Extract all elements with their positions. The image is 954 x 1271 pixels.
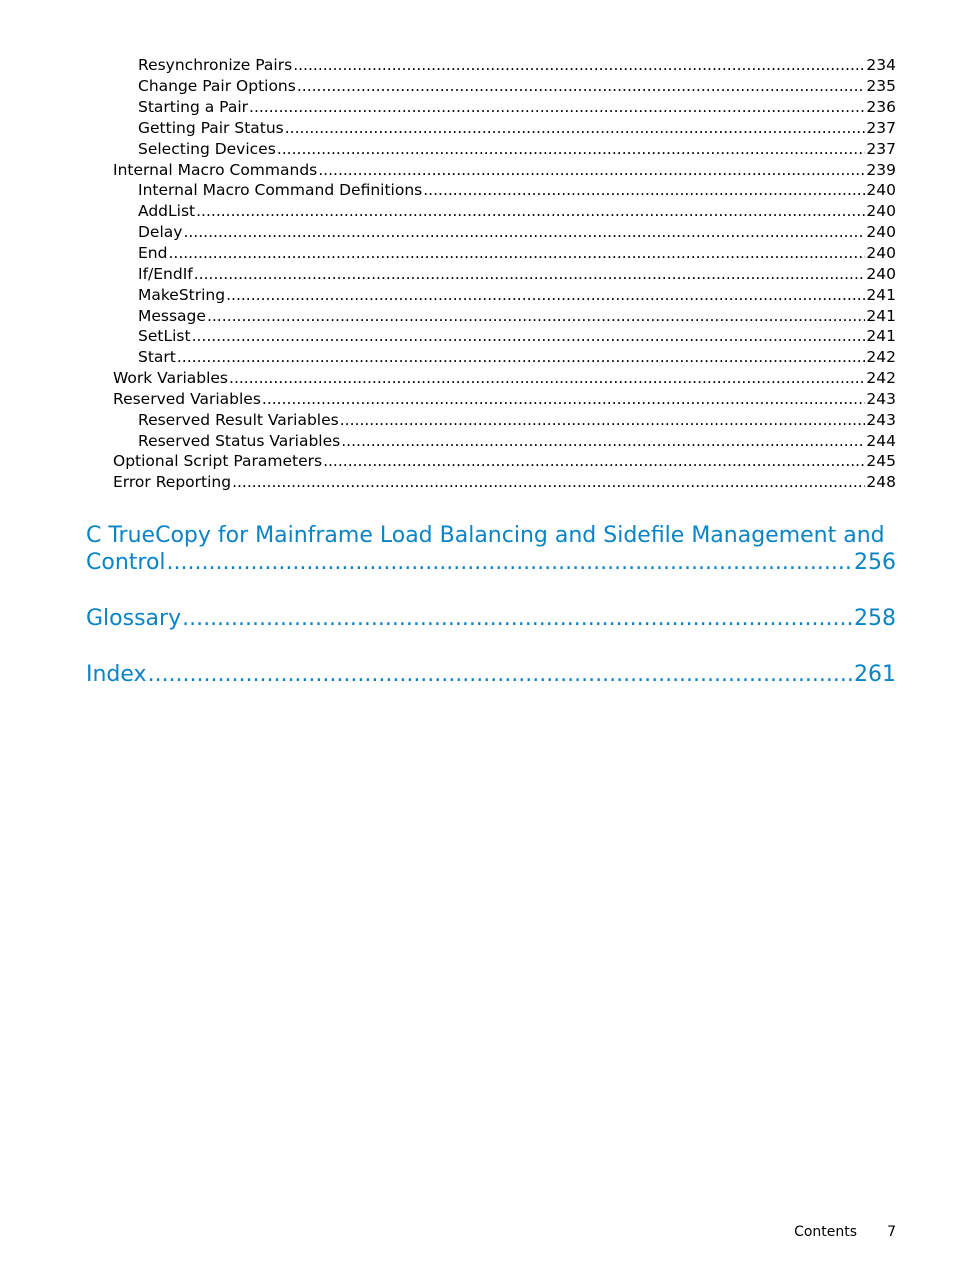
dot-leader — [192, 326, 866, 347]
toc-entry-title: Error Reporting — [113, 473, 232, 491]
toc-entry-page: 240 — [866, 244, 896, 262]
toc-entry[interactable] — [138, 431, 896, 452]
dot-leader — [340, 410, 866, 431]
toc-entry-page: 244 — [866, 432, 896, 450]
toc-entry[interactable] — [138, 306, 896, 327]
toc-entry-title: SetList — [138, 327, 191, 345]
toc-entry-page: 245 — [866, 452, 896, 470]
toc-entry-page: 242 — [866, 348, 896, 366]
dot-leader — [423, 180, 865, 201]
toc-entry-page: 243 — [866, 411, 896, 429]
toc-chapter-title: Glossary — [86, 606, 182, 631]
toc-entry-title: Start — [138, 348, 176, 366]
toc-entry-title: AddList — [138, 202, 196, 220]
dot-leader — [285, 118, 866, 139]
toc-entry-page: 240 — [866, 202, 896, 220]
toc-entry[interactable] — [138, 347, 896, 368]
toc-entry-title: End — [138, 244, 168, 262]
toc-entry-page: 239 — [866, 161, 896, 179]
toc-entry-title: Internal Macro Commands — [113, 161, 318, 179]
toc-entry[interactable] — [138, 326, 896, 347]
dot-leader — [229, 368, 865, 389]
dot-leader — [232, 472, 865, 493]
dot-leader — [318, 160, 865, 181]
dot-leader — [183, 222, 865, 243]
toc-entry-page: 237 — [866, 119, 896, 137]
page-footer — [794, 1222, 896, 1242]
toc-entry[interactable] — [138, 201, 896, 222]
dot-leader — [168, 243, 865, 264]
toc-chapter-page: 256 — [854, 550, 896, 575]
dot-leader — [293, 55, 865, 76]
toc-entry-title: Change Pair Options — [138, 77, 296, 95]
dot-leader — [226, 285, 865, 306]
dot-leader — [341, 431, 865, 452]
toc-entry[interactable] — [113, 472, 896, 493]
dot-leader — [167, 549, 853, 576]
toc-chapter-title-line1: C TrueCopy for Mainframe Load Balancing and Sidefile Management and — [86, 523, 885, 548]
toc-entry-title: Getting Pair Status — [138, 119, 284, 137]
toc-entry-page: 240 — [866, 223, 896, 241]
toc-entry-title: If/EndIf — [138, 265, 193, 283]
toc-entry[interactable] — [138, 243, 896, 264]
dot-leader — [207, 306, 865, 327]
toc-entry-title: MakeString — [138, 286, 226, 304]
toc-entry[interactable] — [138, 97, 896, 118]
toc-entry-page: 236 — [866, 98, 896, 116]
toc-entry[interactable] — [138, 285, 896, 306]
toc-chapter-index[interactable] — [86, 661, 896, 688]
dot-leader — [196, 201, 865, 222]
dot-leader — [277, 139, 866, 160]
toc-entry[interactable] — [138, 264, 896, 285]
toc-entry[interactable] — [138, 118, 896, 139]
toc-entry[interactable] — [113, 368, 896, 389]
toc-entry-page: 241 — [866, 286, 896, 304]
dot-leader — [194, 264, 866, 285]
toc-entry-page: 243 — [866, 390, 896, 408]
toc-entry-page: 241 — [866, 307, 896, 325]
toc-entry-page: 248 — [866, 473, 896, 491]
footer-page-number: 7 — [887, 1224, 896, 1240]
toc-entry-title: Delay — [138, 223, 183, 241]
toc-entry-title: Reserved Status Variables — [138, 432, 341, 450]
toc-entry[interactable] — [138, 180, 896, 201]
toc-entry[interactable] — [138, 222, 896, 243]
toc-entry-page: 242 — [866, 369, 896, 387]
dot-leader — [323, 451, 865, 472]
toc-entry-page: 241 — [866, 327, 896, 345]
toc-entry[interactable] — [138, 55, 896, 76]
toc-entry-title: Reserved Result Variables — [138, 411, 339, 429]
toc-chapter-appendix-c[interactable] — [86, 522, 896, 576]
dot-leader — [177, 347, 866, 368]
toc-entry-page: 237 — [866, 140, 896, 158]
toc-chapter-page: 261 — [854, 662, 896, 687]
toc-entry-title: Work Variables — [113, 369, 229, 387]
toc-entry-title: Optional Script Parameters — [113, 452, 323, 470]
toc-entry[interactable] — [113, 389, 896, 410]
toc-entry-title: Reserved Variables — [113, 390, 261, 408]
toc-entry-page: 235 — [866, 77, 896, 95]
toc-entry[interactable] — [113, 451, 896, 472]
toc-chapter-title-line2: Control — [86, 550, 166, 575]
toc-chapter-title: Index — [86, 662, 147, 687]
toc-entry[interactable] — [113, 160, 896, 181]
footer-section-label: Contents — [794, 1224, 858, 1240]
toc-entry-page: 234 — [866, 56, 896, 74]
toc-entry[interactable] — [138, 410, 896, 431]
toc-entry-title: Resynchronize Pairs — [138, 56, 293, 74]
toc-entry-page: 240 — [866, 181, 896, 199]
dot-leader — [249, 97, 865, 118]
toc-entry-title: Selecting Devices — [138, 140, 276, 158]
toc-entry[interactable] — [138, 139, 896, 160]
toc-entry-title: Internal Macro Command Definitions — [138, 181, 423, 199]
dot-leader — [297, 76, 866, 97]
toc-entry[interactable] — [138, 76, 896, 97]
toc-chapter-glossary[interactable] — [86, 605, 896, 632]
dot-leader — [148, 661, 853, 688]
toc-entry-title: Message — [138, 307, 206, 325]
toc-chapter-page: 258 — [854, 606, 896, 631]
toc-entry-title: Starting a Pair — [138, 98, 249, 116]
dot-leader — [182, 605, 853, 632]
toc-entry-page: 240 — [866, 265, 896, 283]
dot-leader — [262, 389, 866, 410]
